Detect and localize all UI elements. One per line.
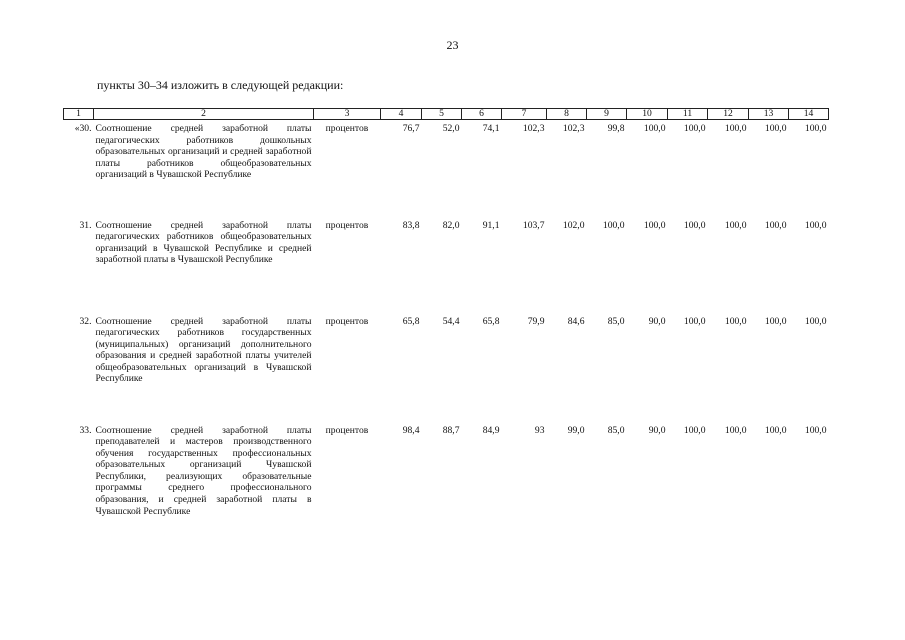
header-cell: 13 — [749, 109, 789, 120]
header-cell: 7 — [502, 109, 547, 120]
value-cell: 52,0 — [442, 123, 460, 134]
value-cell: 100,0 — [804, 219, 827, 231]
value-cell: 100,0 — [804, 123, 827, 134]
value-cell: 102,0 — [562, 219, 585, 231]
value-cell: 100,0 — [683, 424, 706, 436]
header-cell: 10 — [627, 109, 668, 120]
value-cell: 103,7 — [522, 219, 545, 231]
value-cell: 84,9 — [482, 424, 500, 436]
row-description: Соотношение средней заработной платы педагогических работников государственных (муниципальных) организаций дополнительного образования и средней заработной платы учителей общеобразовательных организаций в Чувашской Республике — [95, 315, 312, 385]
value-cell: 91,1 — [482, 219, 500, 231]
value-cell: 65,8 — [402, 315, 420, 327]
value-cell: 99,8 — [607, 123, 625, 134]
value-cell: 76,7 — [402, 123, 420, 134]
page-number: 23 — [446, 38, 459, 52]
value-cell: 100,0 — [764, 123, 787, 134]
row-unit: процентов — [325, 424, 369, 436]
header-cell: 14 — [789, 109, 829, 120]
header-cell: 4 — [381, 109, 422, 120]
row-number: 33. — [79, 424, 92, 436]
header-cell: 6 — [462, 109, 502, 120]
value-cell: 85,0 — [607, 315, 625, 327]
header-cell: 8 — [547, 109, 587, 120]
value-cell: 65,8 — [482, 315, 500, 327]
header-cell: 11 — [668, 109, 708, 120]
value-cell: 100,0 — [643, 123, 666, 134]
table-row — [64, 313, 872, 422]
row-number: 32. — [79, 315, 92, 327]
header-cell: 1 — [64, 109, 94, 120]
header-row — [64, 109, 872, 120]
value-cell: 100,0 — [764, 315, 787, 327]
value-cell: 100,0 — [602, 219, 625, 231]
value-cell: 100,0 — [643, 219, 666, 231]
row-unit: процентов — [325, 219, 369, 231]
value-cell: 100,0 — [683, 123, 706, 134]
header-cell: 3 — [314, 109, 381, 120]
value-cell: 93 — [534, 424, 545, 436]
value-cell: 90,0 — [648, 315, 666, 327]
value-cell: 102,3 — [562, 123, 585, 134]
value-cell: 100,0 — [724, 219, 747, 231]
row-description: Соотношение средней заработной платы педагогических работников дошкольных образовательных организаций и средней заработной платы работников общеобразовательных организаций в Чувашской Республике — [95, 123, 312, 181]
value-cell: 100,0 — [683, 315, 706, 327]
value-cell: 102,3 — [522, 123, 545, 134]
row-number: «30. — [74, 123, 92, 134]
row-number: 31. — [79, 219, 92, 231]
value-cell: 84,6 — [567, 315, 585, 327]
value-cell: 83,8 — [402, 219, 420, 231]
header-cell: 12 — [708, 109, 749, 120]
row-unit: процентов — [325, 315, 369, 327]
indicators-table — [63, 108, 872, 562]
value-cell: 79,9 — [527, 315, 545, 327]
table-row — [64, 120, 872, 217]
header-cell: 5 — [422, 109, 462, 120]
value-cell: 99,0 — [567, 424, 585, 436]
value-cell: 88,7 — [442, 424, 460, 436]
row-description: Соотношение средней заработной платы педагогических работников общеобразовательных организаций в Чувашской Республике и средней заработной платы в Чувашской Республике — [95, 219, 312, 266]
header-cell: 9 — [587, 109, 627, 120]
value-cell: 100,0 — [804, 424, 827, 436]
table-row — [64, 422, 872, 562]
header-cell: 2 — [94, 109, 314, 120]
value-cell: 100,0 — [724, 123, 747, 134]
intro-text: пункты 30–34 изложить в следующей редакции: — [97, 78, 344, 92]
value-cell: 100,0 — [683, 219, 706, 231]
value-cell: 100,0 — [724, 315, 747, 327]
value-cell: 74,1 — [482, 123, 500, 134]
value-cell: 90,0 — [648, 424, 666, 436]
table-row — [64, 217, 872, 313]
value-cell: 54,4 — [442, 315, 460, 327]
row-description: Соотношение средней заработной платы преподавателей и мастеров производственного обучения государственных профессиональных образовательных организаций Чувашской Республики, реализующих образовательные программы среднего профессионального образования, и средней заработной платы в Чувашской Республике — [95, 424, 312, 517]
value-cell: 82,0 — [442, 219, 460, 231]
value-cell: 98,4 — [402, 424, 420, 436]
row-unit: процентов — [325, 123, 369, 134]
value-cell: 100,0 — [764, 219, 787, 231]
value-cell: 85,0 — [607, 424, 625, 436]
value-cell: 100,0 — [804, 315, 827, 327]
value-cell: 100,0 — [724, 424, 747, 436]
value-cell: 100,0 — [764, 424, 787, 436]
